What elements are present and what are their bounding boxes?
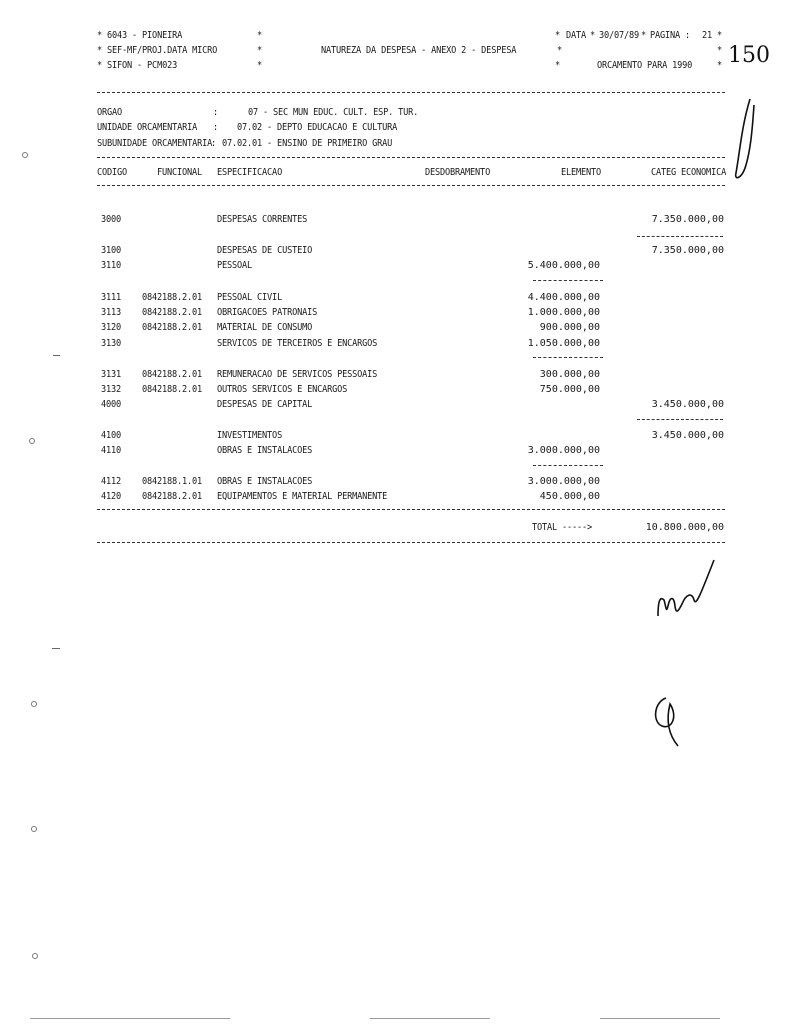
row-code: 4110 — [101, 445, 122, 456]
row-code: 3132 — [101, 384, 122, 395]
date-value: 30/07/89 — [599, 30, 640, 41]
total-value: 10.800.000,00 — [645, 522, 724, 533]
scan-edge — [600, 1018, 720, 1019]
col-header-elemento: ELEMENTO — [561, 167, 602, 178]
binder-hole — [22, 152, 28, 158]
page-stamp-number: 150 — [728, 43, 770, 68]
columns-bottom-divider — [97, 185, 725, 186]
budget-year-label: ORCAMENTO PARA 1990 — [597, 60, 693, 71]
row-description: OBRIGACOES PATRONAIS — [217, 307, 318, 318]
subtotal-rule — [533, 357, 603, 358]
colon: : — [211, 138, 217, 149]
row-code: 4100 — [101, 430, 122, 441]
row-description: SERVICOS DE TERCEIROS E ENCARGOS — [217, 338, 378, 349]
unidade-label: UNIDADE ORCAMENTARIA — [97, 122, 198, 133]
row-description: INVESTIMENTOS — [217, 430, 283, 441]
row-description: EQUIPAMENTOS E MATERIAL PERMANENTE — [217, 491, 388, 502]
row-description: DESPESAS DE CAPITAL — [217, 399, 313, 410]
initials-signature — [652, 556, 722, 621]
total-bottom-divider — [97, 542, 725, 543]
header-star: * — [557, 45, 563, 56]
orgao-value: 07 - SEC MUN EDUC. CULT. ESP. TUR. — [248, 107, 419, 118]
row-categ-value: 7.350.000,00 — [651, 245, 724, 256]
row-funcional: 0842188.2.01 — [142, 322, 203, 333]
subtotal-rule — [533, 465, 603, 466]
row-code: 3110 — [101, 260, 122, 271]
row-description: REMUNERACAO DE SERVICOS PESSOAIS — [217, 369, 378, 380]
unidade-value: 07.02 - DEPTO EDUCACAO E CULTURA — [237, 122, 398, 133]
header-system-line-3: * SIFON - PCM023 — [97, 60, 178, 71]
row-code: 3120 — [101, 322, 122, 333]
row-element-value: 450.000,00 — [539, 491, 600, 502]
binder-hole — [29, 438, 35, 444]
row-categ-value: 3.450.000,00 — [651, 430, 724, 441]
row-element-value: 900.000,00 — [539, 322, 600, 333]
subtotal-rule — [637, 419, 723, 420]
header-star: * — [641, 30, 647, 41]
row-code: 3131 — [101, 369, 122, 380]
binder-hole — [32, 953, 38, 959]
signature-mark-top — [730, 95, 760, 185]
subunidade-value: 07.02.01 - ENSINO DE PRIMEIRO GRAU — [222, 138, 393, 149]
colon: : — [213, 107, 219, 118]
row-funcional: 0842188.2.01 — [142, 307, 203, 318]
row-code: 3000 — [101, 214, 122, 225]
date-label: DATA — [566, 30, 587, 41]
header-star: * — [257, 60, 263, 71]
col-header-categ-economica: CATEG ECONOMICA — [651, 167, 727, 178]
columns-top-divider — [97, 157, 725, 158]
header-star: * — [717, 60, 723, 71]
row-element-value: 1.050.000,00 — [527, 338, 600, 349]
row-description: OUTROS SERVICOS E ENCARGOS — [217, 384, 348, 395]
page-label: PAGINA — [650, 30, 681, 41]
row-description: DESPESAS CORRENTES — [217, 214, 308, 225]
row-description: PESSOAL CIVIL — [217, 292, 283, 303]
row-code: 3130 — [101, 338, 122, 349]
row-description: OBRAS E INSTALACOES — [217, 476, 313, 487]
row-code: 3100 — [101, 245, 122, 256]
total-top-divider — [97, 509, 725, 510]
row-element-value: 300.000,00 — [539, 369, 600, 380]
page-number: 21 — [702, 30, 713, 41]
row-element-value: 5.400.000,00 — [527, 260, 600, 271]
header-divider — [97, 92, 725, 93]
row-element-value: 4.400.000,00 — [527, 292, 600, 303]
row-funcional: 0842188.1.01 — [142, 476, 203, 487]
subtotal-rule — [533, 280, 603, 281]
col-header-desdobramento: DESDOBRAMENTO — [425, 167, 491, 178]
header-system-line-1: * 6043 - PIONEIRA — [97, 30, 183, 41]
row-element-value: 3.000.000,00 — [527, 476, 600, 487]
report-title: NATUREZA DA DESPESA - ANEXO 2 - DESPESA — [321, 45, 517, 56]
scan-speck — [53, 355, 60, 356]
row-code: 3113 — [101, 307, 122, 318]
binder-hole — [31, 701, 37, 707]
scan-speck — [52, 648, 60, 649]
header-star: * — [257, 30, 263, 41]
subunidade-label: SUBUNIDADE ORCAMENTARIA — [97, 138, 213, 149]
row-description: PESSOAL — [217, 260, 253, 271]
col-header-funcional: FUNCIONAL — [157, 167, 203, 178]
scan-edge — [30, 1018, 230, 1019]
row-element-value: 3.000.000,00 — [527, 445, 600, 456]
header-star: * — [590, 30, 596, 41]
row-funcional: 0842188.2.01 — [142, 384, 203, 395]
header-star: * — [717, 30, 723, 41]
row-funcional: 0842188.2.01 — [142, 491, 203, 502]
header-colon: : — [685, 30, 691, 41]
row-categ-value: 7.350.000,00 — [651, 214, 724, 225]
total-label: TOTAL -----> — [532, 522, 593, 533]
handwritten-mark — [648, 690, 688, 750]
row-code: 3111 — [101, 292, 122, 303]
row-categ-value: 3.450.000,00 — [651, 399, 724, 410]
binder-hole — [31, 826, 37, 832]
header-star: * — [555, 60, 561, 71]
row-funcional: 0842188.2.01 — [142, 369, 203, 380]
header-star: * — [257, 45, 263, 56]
scan-edge — [370, 1018, 490, 1019]
row-description: MATERIAL DE CONSUMO — [217, 322, 313, 333]
colon: : — [213, 122, 219, 133]
orgao-label: ORGAO — [97, 107, 123, 118]
row-description: OBRAS E INSTALACOES — [217, 445, 313, 456]
row-element-value: 1.000.000,00 — [527, 307, 600, 318]
col-header-especificacao: ESPECIFICACAO — [217, 167, 283, 178]
row-code: 4120 — [101, 491, 122, 502]
col-header-codigo: CODIGO — [97, 167, 128, 178]
subtotal-rule — [637, 236, 723, 237]
row-description: DESPESAS DE CUSTEIO — [217, 245, 313, 256]
row-code: 4112 — [101, 476, 122, 487]
header-system-line-2: * SEF-MF/PROJ.DATA MICRO — [97, 45, 218, 56]
row-code: 4000 — [101, 399, 122, 410]
row-funcional: 0842188.2.01 — [142, 292, 203, 303]
header-star: * — [555, 30, 561, 41]
row-element-value: 750.000,00 — [539, 384, 600, 395]
header-star: * — [717, 45, 723, 56]
